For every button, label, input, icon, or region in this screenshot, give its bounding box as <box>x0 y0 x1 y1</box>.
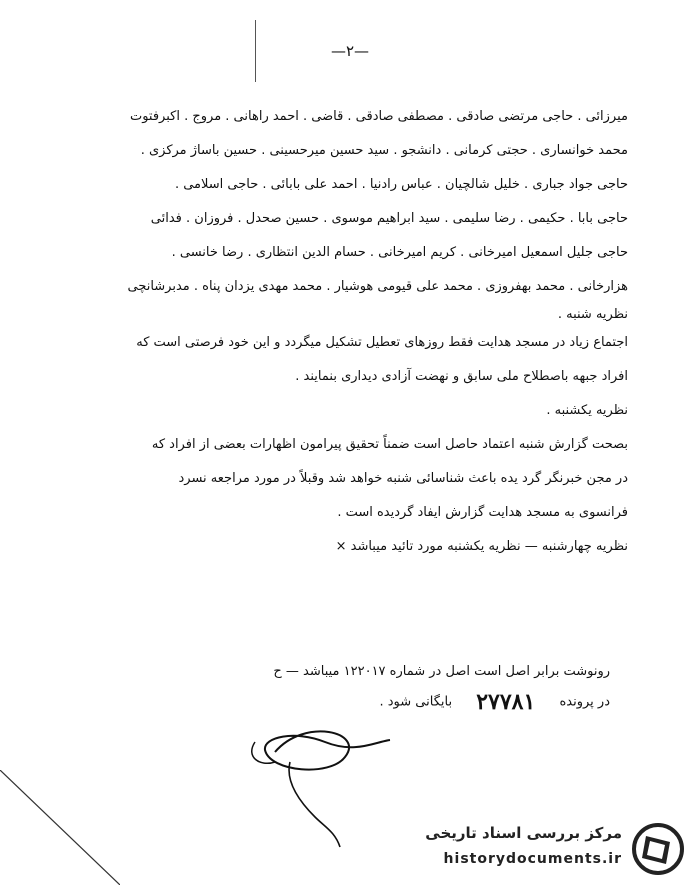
text-line: فرانسوی به مسجد هدایت گزارش ایفاد گردیده است . <box>337 505 628 520</box>
watermark-title: مرکز بررسی اسناد تاریخی <box>425 824 622 842</box>
text-line: نظریه شنبه . <box>557 307 628 322</box>
page-number: —۲— <box>330 42 370 60</box>
text-line: حاجی جواد جباری . خلیل شالچیان . عباس رادنیا . احمد علی بابائی . حاجی اسلامی . <box>174 177 628 192</box>
text-line: محمد خوانساری . حجتی کرمانی . دانشجو . سید حسین میرحسینی . حسین باساژ مرکزی . <box>140 143 628 158</box>
text-line: میرزائی . حاجی مرتضی صادقی . مصطفی صادقی . قاضی . احمد راهانی . مروج . اکبرفتوت <box>129 109 628 124</box>
text-line: حاجی جلیل اسمعیل امیرخانی . کریم امیرخانی . حسام الدین انتظاری . رضا خانسی . <box>171 245 628 260</box>
watermark <box>425 818 690 880</box>
file-number: ۲۷۷۸۱ <box>476 689 536 715</box>
copy-note: رونوشت برابر اصل است اصل در شماره ۱۲۲۰۱۷ میباشد — ح <box>273 664 610 679</box>
text-line: نظریه چهارشنبه — نظریه یکشنبه مورد تائید میباشد × <box>335 539 628 554</box>
signature <box>215 712 415 852</box>
copy-certification <box>190 657 610 717</box>
file-suffix: بایگانی شود . <box>379 694 453 710</box>
text-line: حاجی بابا . حکیمی . رضا سلیمی . سید ابراهیم موسوی . حسین صحدل . فروزان . فدائی <box>150 211 628 226</box>
watermark-url: historydocuments.ir <box>443 851 622 867</box>
fold-line <box>0 770 120 885</box>
text-line: در مجن خبرنگر گرد یده باعث شناسائی شنبه خواهد شد وقبلاً در مورد مراجعه نسرد <box>178 471 628 486</box>
text-line: اجتماع زیاد در مسجد هدایت فقط روزهای تعطیل تشکیل میگردد و این خود فرصتی است که <box>136 335 628 350</box>
document-body <box>68 100 628 564</box>
text-line: بصحت گزارش شنبه اعتماد حاصل است ضمناً تحقیق پیرامون اظهارات بعضی از افراد که <box>151 437 628 452</box>
text-line: هزارخانی . محمد بهفروزی . محمد علی قیومی هوشیار . محمد مهدی یزدان پناه . مدبرشانچی <box>127 279 628 294</box>
text-line: نظریه یکشنبه . <box>546 403 628 418</box>
text-line: افراد جبهه باصطلاح ملی سابق و نهضت آزادی دیداری بنمایند . <box>295 369 628 384</box>
file-prefix: در پرونده <box>559 694 610 710</box>
archive-logo-icon <box>630 822 686 876</box>
